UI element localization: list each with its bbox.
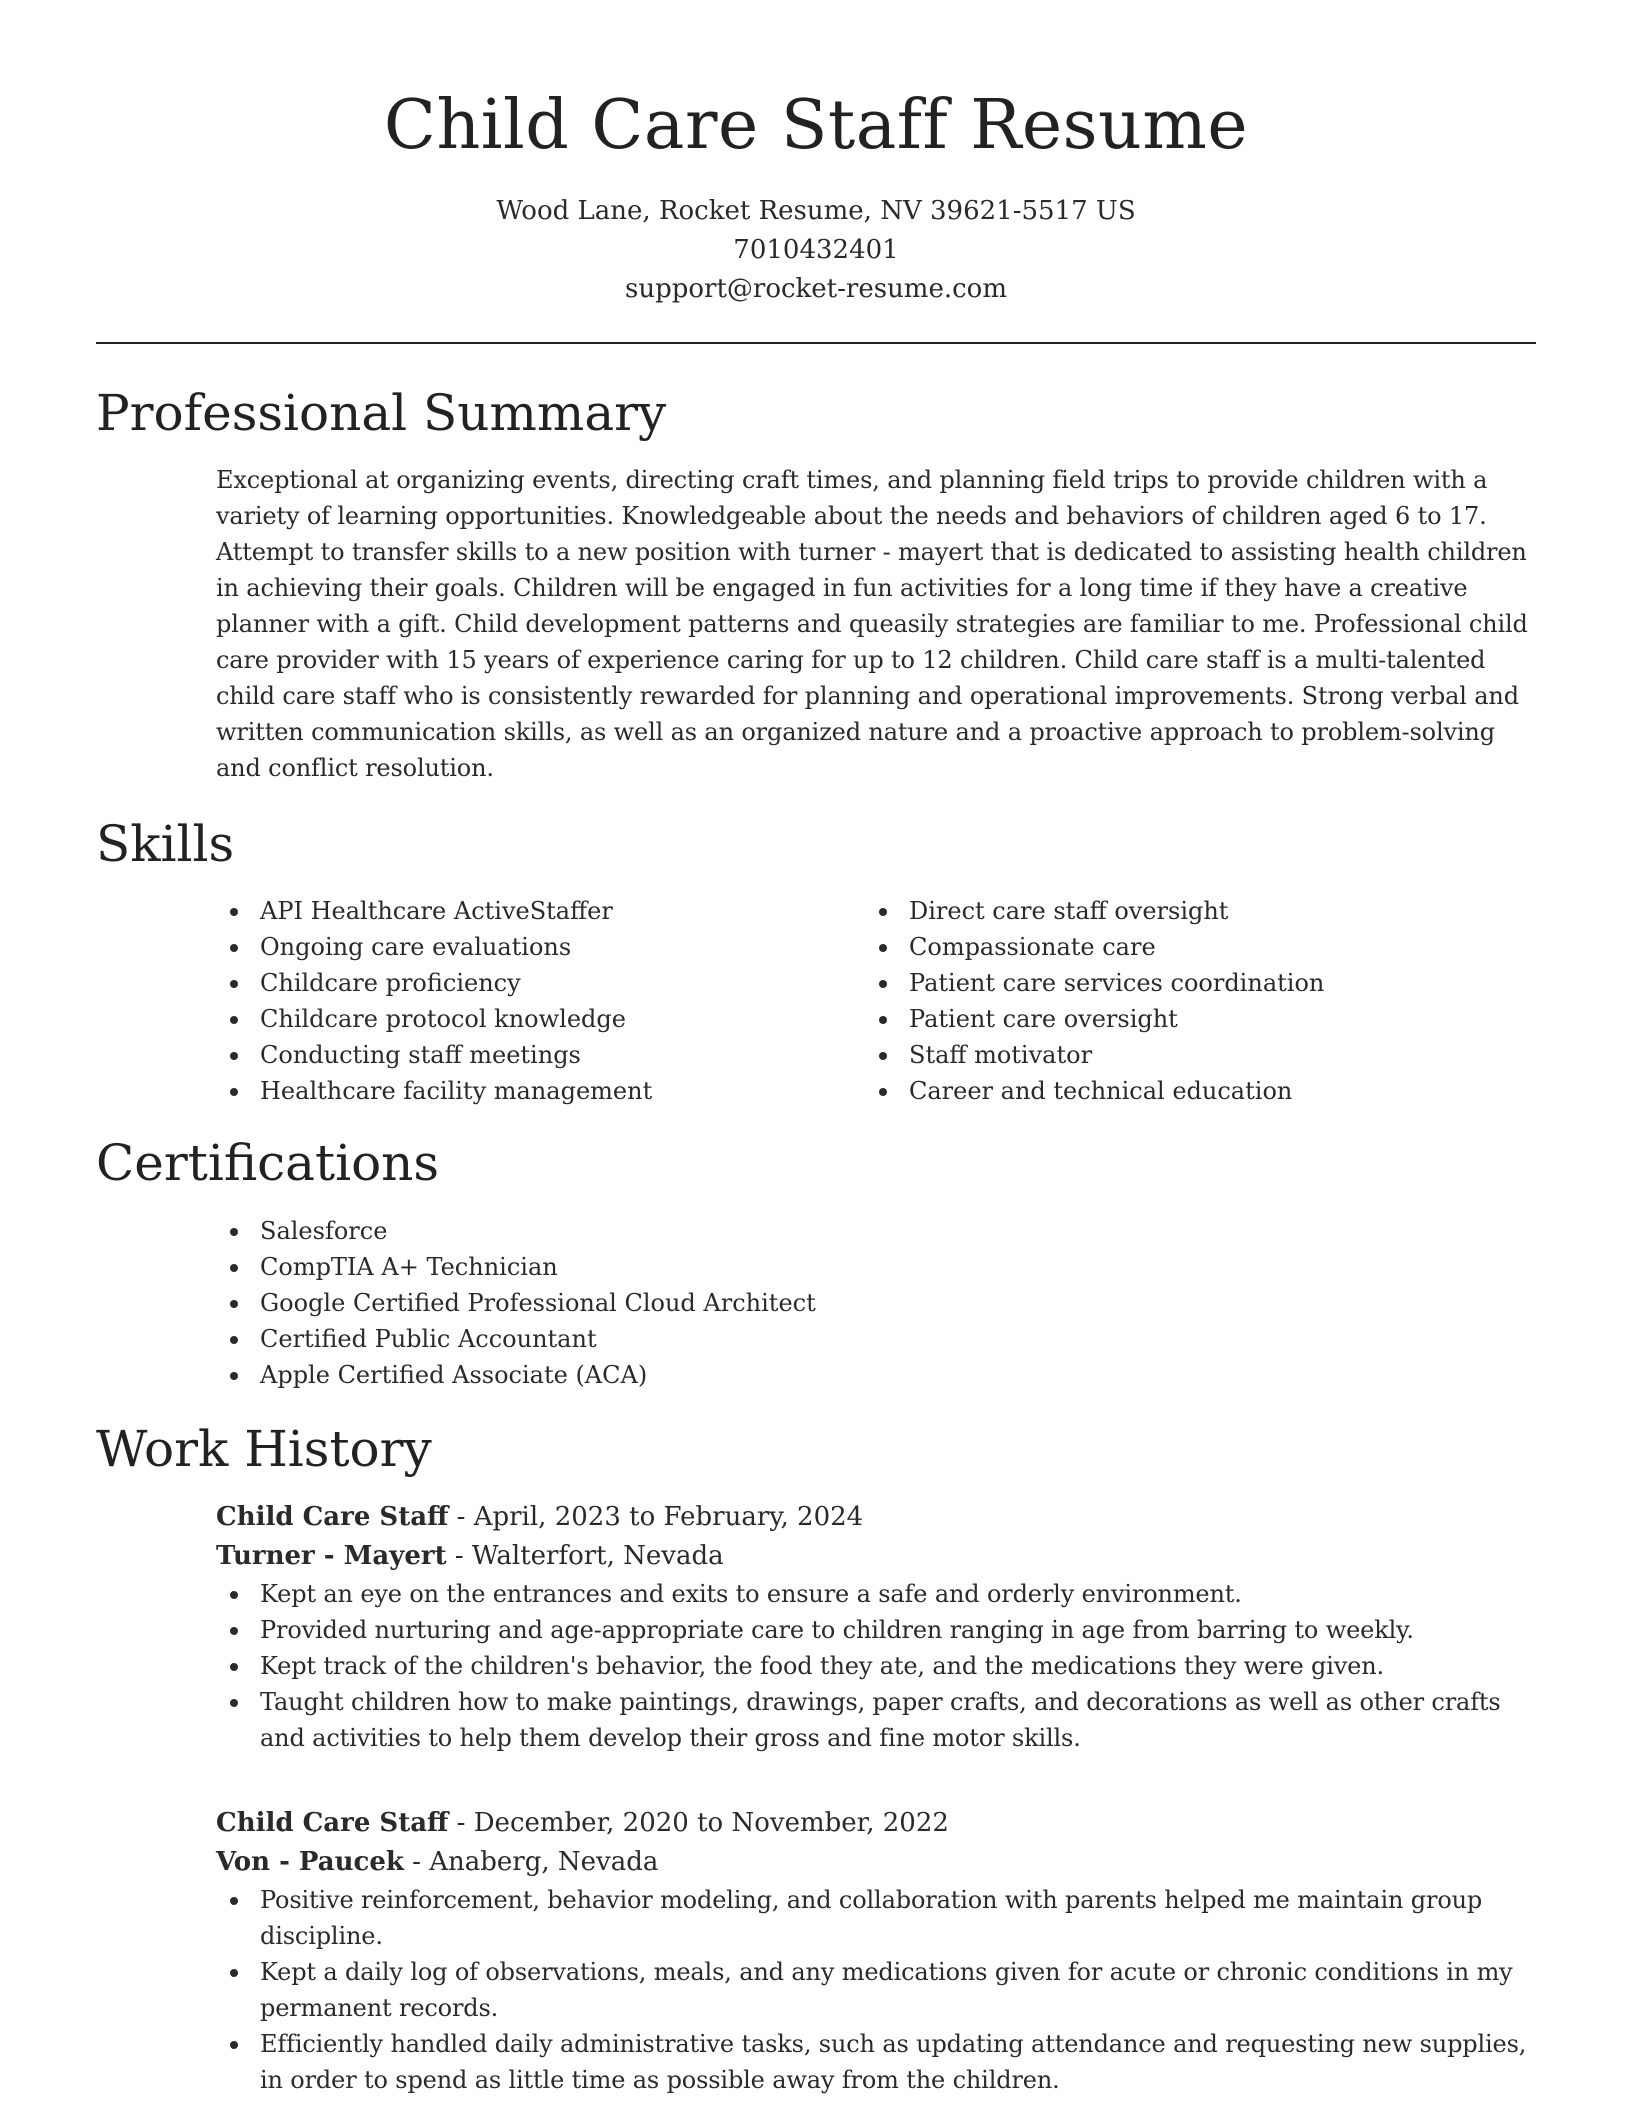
job-title-line [216,1804,1538,1843]
skill-item: API Healthcare ActiveStaffer [216,893,856,929]
contact-email: support@rocket-resume.com [624,274,1007,304]
skill-item: Ongoing care evaluations [216,929,856,965]
job-duty: Efficiently handled daily administrative tasks, such as updating attendance and requesting new supplies, in order to spend as little time as possible away from the children. [216,2026,1538,2098]
job-company-line [216,1537,1538,1576]
skill-item: Direct care staff oversight [865,893,1505,929]
job-duty: Kept a daily log of observations, meals, and any medications given for acute or chronic conditions in my permanent records. [216,1954,1538,2026]
job-dates: - April, 2023 to February, 2024 [448,1502,864,1532]
summary-text: Exceptional at organizing events, directing craft times, and planning field trips to provide children with a variety of learning opportunities. Knowledgeable about the needs and behaviors of children aged 6 to 17. Attempt to transfer skills to a new position with turner - mayert that is dedicated to assisting health children in achieving their goals. Children will be engaged in fun activities for a long time if they have a creative planner with a gift. Child development patterns and queasily strategies are familiar to me. Professional child care provider with 15 years of experience caring for up to 12 children. Child care staff is a multi-talented child care staff who is consistently rewarded for planning and operational improvements. Strong verbal and written communication skills, as well as an organized nature and a proactive approach to problem-solving and conflict resolution. [216,466,1528,782]
job-location: - Walterfort, Nevada [446,1541,724,1571]
certifications-heading: Certifications [96,1134,440,1192]
job-role: Child Care Staff [216,1808,449,1838]
job-location: - Anaberg, Nevada [403,1847,659,1877]
job-dates: - December, 2020 to November, 2022 [448,1808,949,1838]
certification-item: Google Certified Professional Cloud Architect [216,1285,1216,1321]
contact-phone: 7010432401 [733,235,899,265]
job-entry [216,1804,1538,2098]
skill-item: Healthcare facility management [216,1073,856,1109]
job-company: Von - Paucek [216,1847,404,1877]
certification-item: Apple Certified Associate (ACA) [216,1357,1216,1393]
job-title-line [216,1498,1538,1537]
skill-item: Career and technical education [865,1073,1505,1109]
resume-header [96,84,1536,309]
certifications-list [216,1213,1216,1393]
job-role: Child Care Staff [216,1502,449,1532]
skill-item: Conducting staff meetings [216,1037,856,1073]
skills-list-right [865,893,1505,1109]
resume-title: Child Care Staff Resume [383,86,1249,165]
skills-heading: Skills [96,815,235,873]
header-divider [96,342,1536,344]
certification-item: Certified Public Accountant [216,1321,1216,1357]
job-duty: Positive reinforcement, behavior modeling, and collaboration with parents helped me maintain group discipline. [216,1882,1538,1954]
certification-item: Salesforce [216,1213,1216,1249]
skill-item: Childcare protocol knowledge [216,1001,856,1037]
job-duties-list [216,1882,1538,2098]
job-duty: Taught children how to make paintings, drawings, paper crafts, and decorations as well as other crafts and activities to help them develop their gross and fine motor skills. [216,1684,1538,1756]
job-duty: Provided nurturing and age-appropriate care to children ranging in age from barring to weekly. [216,1612,1538,1648]
contact-address: Wood Lane, Rocket Resume, NV 39621-5517 US [496,196,1136,226]
job-duty: Kept track of the children's behavior, the food they ate, and the medications they were given. [216,1648,1538,1684]
skill-item: Patient care oversight [865,1001,1505,1037]
job-duties-list [216,1576,1538,1756]
certification-item: CompTIA A+ Technician [216,1249,1216,1285]
job-company: Turner - Mayert [216,1541,447,1571]
job-duty: Kept an eye on the entrances and exits to ensure a safe and orderly environment. [216,1576,1538,1612]
work-history-heading: Work History [96,1420,432,1478]
job-entry [216,1498,1538,1756]
skill-item: Patient care services coordination [865,965,1505,1001]
job-company-line [216,1843,1538,1882]
skill-item: Staff motivator [865,1037,1505,1073]
summary-heading: Professional Summary [96,384,667,442]
skill-item: Childcare proficiency [216,965,856,1001]
skill-item: Compassionate care [865,929,1505,965]
skills-list-left [216,893,856,1109]
contact-block [96,192,1536,309]
